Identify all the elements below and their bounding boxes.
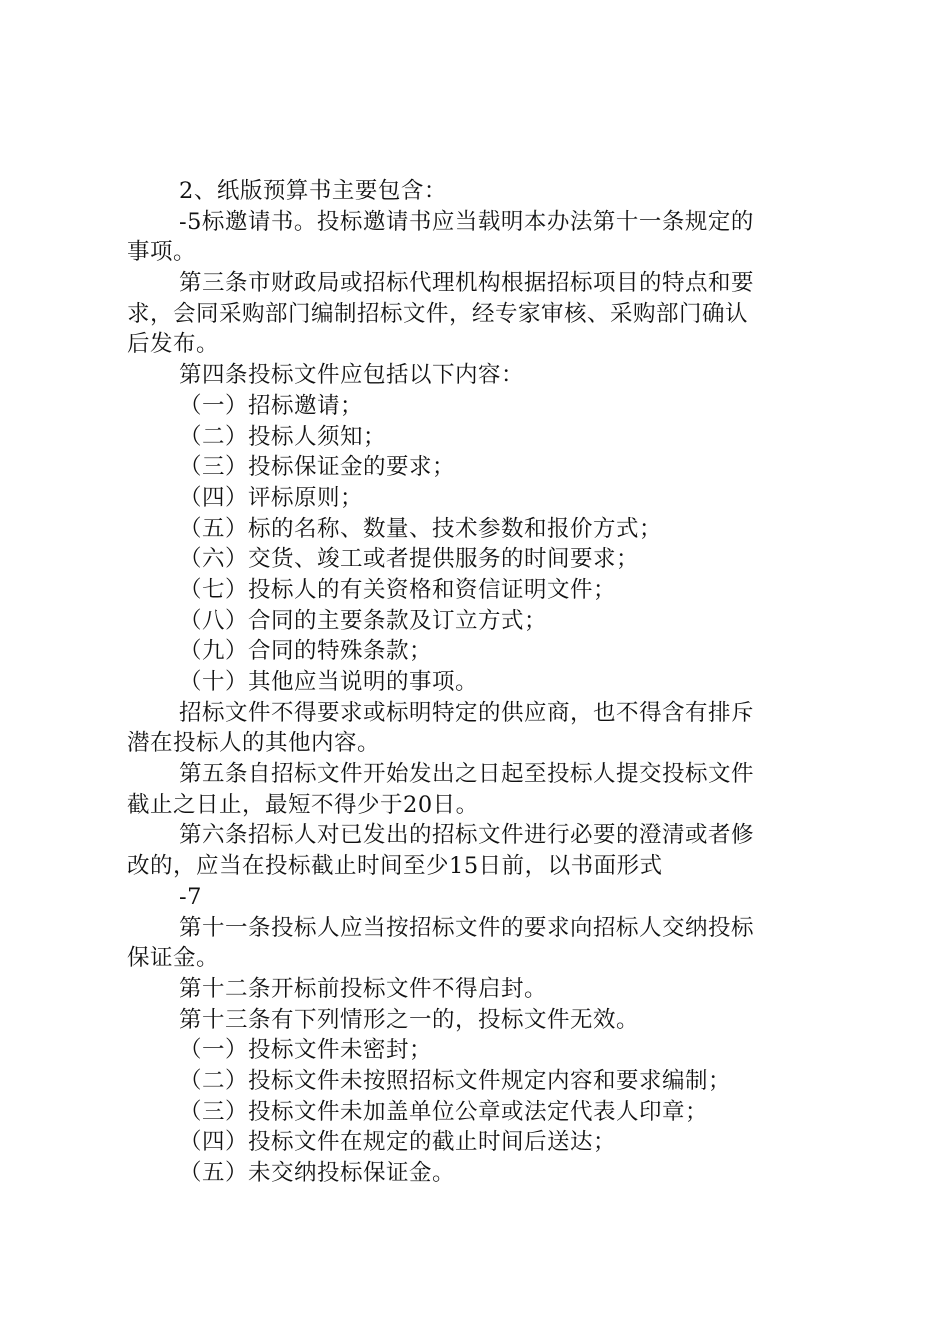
document-line: （十）其他应当说明的事项。: [179, 669, 479, 695]
document-line: （二）投标人须知；: [179, 423, 387, 450]
document-line: 第十三条有下列情形之一的，投标文件无效。: [179, 1006, 640, 1033]
document-line: 保证金。: [127, 945, 220, 972]
document-line: （四）投标文件在规定的截止时间后送达；: [179, 1129, 617, 1156]
document-line: -7: [179, 883, 202, 910]
document-line: -5标邀请书。投标邀请书应当载明本办法第十一条规定的: [179, 208, 754, 235]
document-line: （九）合同的特殊条款；: [179, 638, 433, 665]
document-line: （三）投标保证金的要求；: [179, 454, 456, 481]
document-line: 招标文件不得要求或标明特定的供应商，也不得含有排斥: [179, 699, 755, 726]
document-line: 后发布。: [127, 331, 220, 358]
document-body: [127, 176, 837, 1189]
document-line: 第四条投标文件应包括以下内容：: [179, 362, 525, 389]
document-line: （五）标的名称、数量、技术参数和报价方式；: [179, 515, 663, 542]
document-line: 改的，应当在投标截止时间至少15日前，以书面形式: [127, 853, 663, 880]
document-line: 第六条招标人对已发出的招标文件进行必要的澄清或者修: [179, 822, 755, 849]
document-line: 第五条自招标文件开始发出之日起至投标人提交投标文件: [179, 761, 755, 788]
document-line: 第三条市财政局或招标代理机构根据招标项目的特点和要: [179, 270, 755, 297]
document-line: （一）招标邀请；: [179, 392, 364, 419]
document-line: （七）投标人的有关资格和资信证明文件；: [179, 576, 617, 603]
document-line: （六）交货、竣工或者提供服务的时间要求；: [179, 546, 640, 573]
document-line: 事项。: [127, 239, 197, 266]
document-line: （八）合同的主要条款及订立方式；: [179, 607, 548, 634]
document-line: （一）投标文件未密封；: [179, 1037, 433, 1064]
document-line: 截止之日止，最短不得少于20日。: [127, 791, 479, 818]
document-line: 潜在投标人的其他内容。: [127, 730, 381, 757]
document-line: （二）投标文件未按照招标文件规定内容和要求编制；: [179, 1067, 732, 1094]
document-line: 求，会同采购部门编制招标文件，经专家审核、采购部门确认: [127, 300, 749, 327]
document-line: 第十一条投标人应当按招标文件的要求向招标人交纳投标: [179, 914, 755, 941]
document-line: （四）评标原则；: [179, 484, 364, 511]
document-line: 第十二条开标前投标文件不得启封。: [179, 975, 548, 1002]
document-line: 2、纸版预算书主要包含：: [179, 178, 447, 204]
document-line: （三）投标文件未加盖单位公章或法定代表人印章；: [179, 1098, 709, 1125]
document-line: （五）未交纳投标保证金。: [179, 1160, 456, 1186]
